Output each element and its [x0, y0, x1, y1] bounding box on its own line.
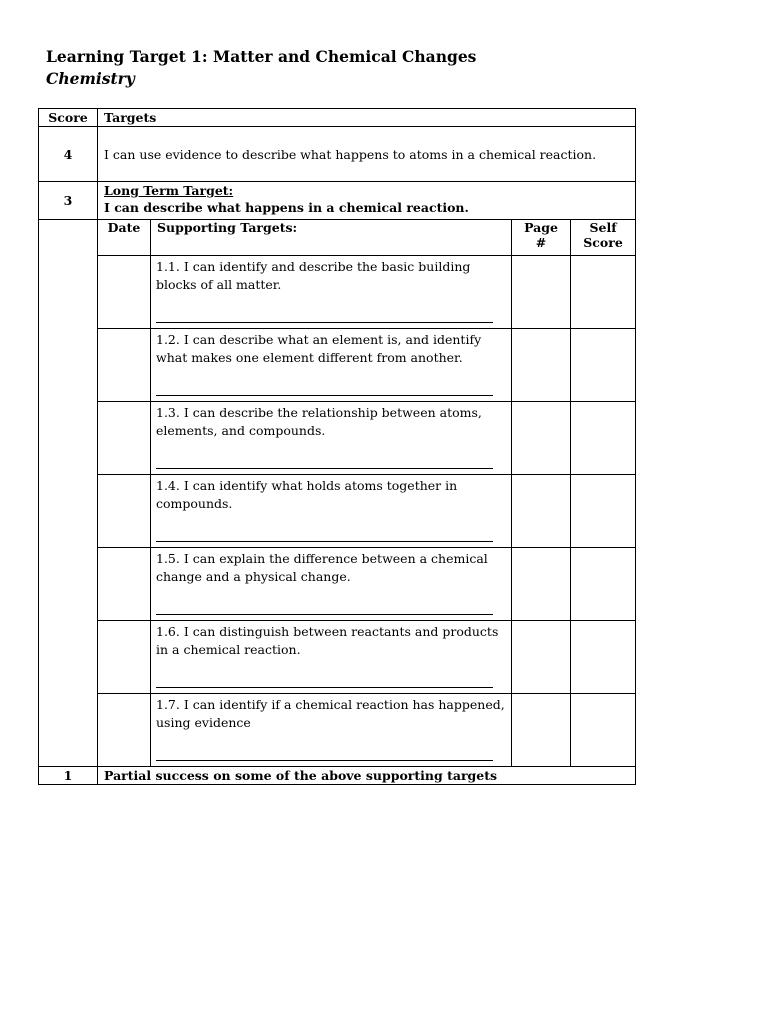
- page-cell[interactable]: [512, 548, 571, 621]
- self-score-cell[interactable]: [571, 548, 636, 621]
- page-subtitle: Chemistry: [46, 69, 135, 88]
- long-term-target: [98, 182, 636, 220]
- date-cell[interactable]: [98, 256, 151, 329]
- long-term-label: Long Term Target:: [104, 183, 234, 198]
- target-row: [39, 475, 636, 548]
- self-score-cell[interactable]: [571, 329, 636, 402]
- page-title: Learning Target 1: Matter and Chemical Changes: [46, 47, 477, 66]
- target-row: [39, 256, 636, 329]
- writing-line[interactable]: [156, 760, 493, 761]
- page-number-header: Page #: [512, 220, 571, 256]
- score-4-text: I can use evidence to describe what happens to atoms in a chemical reaction.: [98, 127, 636, 182]
- score-4-row: [39, 127, 636, 182]
- target-cell: [151, 621, 512, 694]
- target-row: [39, 694, 636, 767]
- score-4-value: 4: [39, 127, 98, 182]
- score-blank-cell: [39, 220, 98, 767]
- self-score-cell[interactable]: [571, 475, 636, 548]
- page-cell[interactable]: [512, 329, 571, 402]
- table-header-row: [39, 109, 636, 127]
- self-score-cell[interactable]: [571, 694, 636, 767]
- date-cell[interactable]: [98, 694, 151, 767]
- writing-line[interactable]: [156, 395, 493, 396]
- date-header: Date: [98, 220, 151, 256]
- targets-header: Targets: [98, 109, 636, 127]
- long-term-text: I can describe what happens in a chemical reaction.: [104, 200, 469, 215]
- target-text: 1.4. I can identify what holds atoms together in compounds.: [156, 478, 458, 511]
- writing-line[interactable]: [156, 322, 493, 323]
- learning-target-table: [38, 108, 636, 785]
- target-cell: [151, 402, 512, 475]
- writing-line[interactable]: [156, 614, 493, 615]
- page-cell[interactable]: [512, 256, 571, 329]
- date-cell[interactable]: [98, 402, 151, 475]
- target-text: 1.1. I can identify and describe the basic building blocks of all matter.: [156, 259, 471, 292]
- score-1-text: Partial success on some of the above supporting targets: [98, 767, 636, 785]
- writing-line[interactable]: [156, 468, 493, 469]
- score-header: Score: [39, 109, 98, 127]
- target-cell: [151, 475, 512, 548]
- target-cell: [151, 329, 512, 402]
- page-cell[interactable]: [512, 475, 571, 548]
- self-score-cell[interactable]: [571, 256, 636, 329]
- page-cell[interactable]: [512, 621, 571, 694]
- target-row: [39, 402, 636, 475]
- date-cell[interactable]: [98, 329, 151, 402]
- page-cell[interactable]: [512, 402, 571, 475]
- self-score-header: Self Score: [571, 220, 636, 256]
- supporting-header-row: [39, 220, 636, 256]
- page-cell[interactable]: [512, 694, 571, 767]
- target-text: 1.3. I can describe the relationship between atoms, elements, and compounds.: [156, 405, 482, 438]
- target-row: [39, 548, 636, 621]
- score-1-value: 1: [39, 767, 98, 785]
- score-3-value: 3: [39, 182, 98, 220]
- score-1-row: [39, 767, 636, 785]
- target-text: 1.2. I can describe what an element is, and identify what makes one element different from another.: [156, 332, 482, 365]
- writing-line[interactable]: [156, 541, 493, 542]
- writing-line[interactable]: [156, 687, 493, 688]
- target-row: [39, 329, 636, 402]
- date-cell[interactable]: [98, 548, 151, 621]
- target-text: 1.5. I can explain the difference between a chemical change and a physical change.: [156, 551, 488, 584]
- date-cell[interactable]: [98, 475, 151, 548]
- target-cell: [151, 548, 512, 621]
- target-cell: [151, 694, 512, 767]
- self-score-cell[interactable]: [571, 402, 636, 475]
- target-text: 1.6. I can distinguish between reactants and products in a chemical reaction.: [156, 624, 499, 657]
- target-text: 1.7. I can identify if a chemical reaction has happened, using evidence: [156, 697, 505, 730]
- target-row: [39, 621, 636, 694]
- supporting-targets-header: Supporting Targets:: [151, 220, 512, 256]
- target-cell: [151, 256, 512, 329]
- date-cell[interactable]: [98, 621, 151, 694]
- self-score-cell[interactable]: [571, 621, 636, 694]
- score-3-row: [39, 182, 636, 220]
